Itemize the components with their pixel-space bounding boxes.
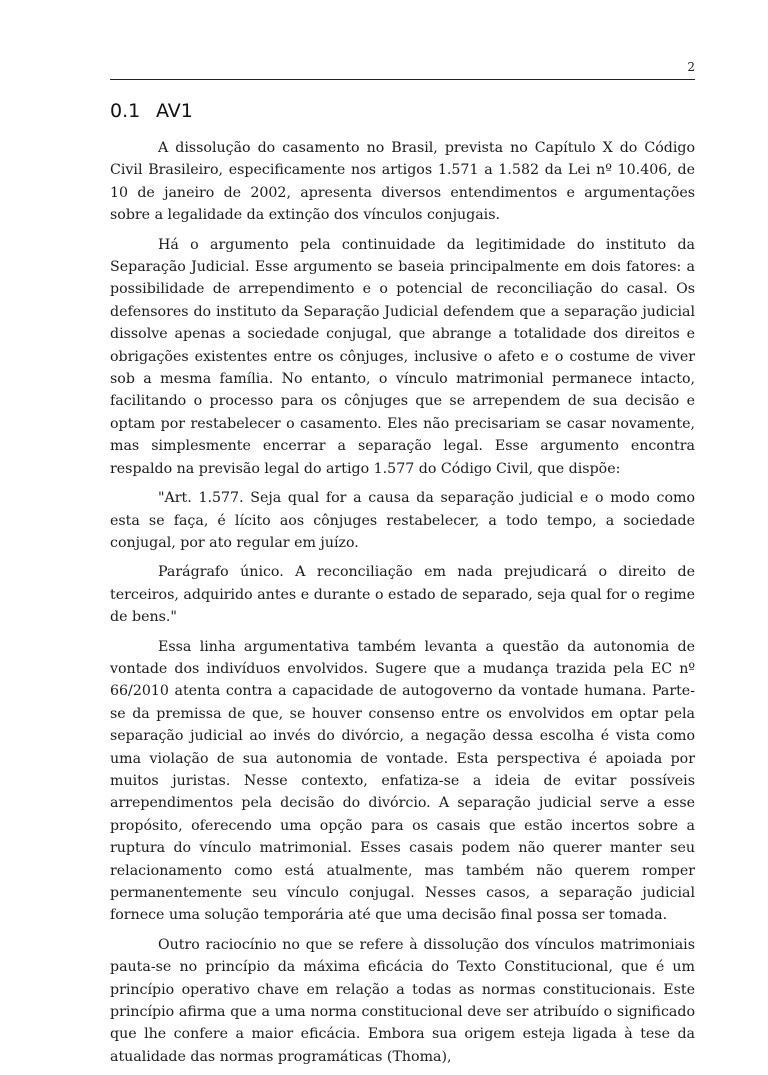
section-heading — [110, 100, 193, 122]
paragraph: Essa linha argumentativa também levanta a questão da autonomia de vontade dos indivíduos envolvidos. Sugere que a mudança trazida pela EC nº 66/2010 atenta contra a capacidade de autogoverno da vontade humana. Parte-se da premissa de que, se houver consenso entre os envolvidos em optar pela separação judicial ao invés do divórcio, a negação dessa escolha é vista como uma violação de sua autonomia de vontade. Esta perspectiva é apoiada por muitos juristas. Nesse contexto, enfatiza-se a ideia de evitar possíveis arrependimentos pela decisão do divórcio. A separação judicial serve a esse propósito, oferecendo uma opção para os casais que estão incertos sobre a ruptura do vínculo matrimonial. Esses casais podem não querer manter seu relacionamento como está atualmente, mas também não querem romper permanentemente seu vínculo conjugal. Nesses casos, a separação judicial fornece uma solução temporária até que uma decisão final possa ser tomada. — [110, 638, 695, 924]
quote-paragraph: Parágrafo único. A reconciliação em nada prejudicará o direito de terceiros, adquirido antes e durante o estado de separado, seja qual for o regime de bens." — [110, 564, 695, 626]
section-number: 0.1 — [110, 100, 141, 122]
paragraph: Há o argumento pela continuidade da legitimidade do instituto da Separação Judicial. Esse argumento se baseia principalmente em dois fatores: a possibilidade de arrependimento e o potencial de reconciliação do casal. Os defensores do instituto da Separação Judicial defendem que a separação judicial dissolve apenas a sociedade conjugal, que abrange a totalidade dos direitos e obrigações existentes entre os cônjuges, inclusive o afeto e o costume de viver sob a mesma família. No entanto, o vínculo matrimonial permanece intacto, facilitando o processo para os cônjuges que se arrependem de sua decisão e optam por restabelecer o casamento. Eles não precisariam se casar novamente, mas simplesmente encerrar a separação legal. Esse argumento encontra respaldo na previsão legal do artigo 1.577 do Código Civil, que dispõe: — [110, 236, 695, 477]
page-number: 2 — [687, 60, 695, 74]
paragraph: A dissolução do casamento no Brasil, prevista no Capítulo X do Código Civil Brasileiro, especificamente nos artigos 1.571 a 1.582 da Lei nº 10.406, de 10 de janeiro de 2002, apresenta diversos entendimentos e argumentações sobre a legalidade da extinção dos vínculos conjugais. — [110, 140, 695, 224]
header-rule — [110, 79, 695, 80]
section-title: AV1 — [156, 100, 193, 122]
paragraph: Outro raciocínio no que se refere à dissolução dos vínculos matrimoniais pauta-se no princípio da máxima eficácia do Texto Constitucional, que é um princípio operativo chave em relação a todas as normas constitucionais. Este princípio afirma que a uma norma constitucional deve ser atribuído o significado que lhe confere a maior eficácia. Embora sua origem esteja ligada à tese da atualidade das normas programáticas (Thoma), — [110, 936, 695, 1065]
quote-paragraph: "Art. 1.577. Seja qual for a causa da separação judicial e o modo como esta se faça, é lícito aos cônjuges restabelecer, a todo tempo, a sociedade conjugal, por ato regular em juízo. — [110, 490, 695, 551]
body-text — [110, 137, 695, 1075]
